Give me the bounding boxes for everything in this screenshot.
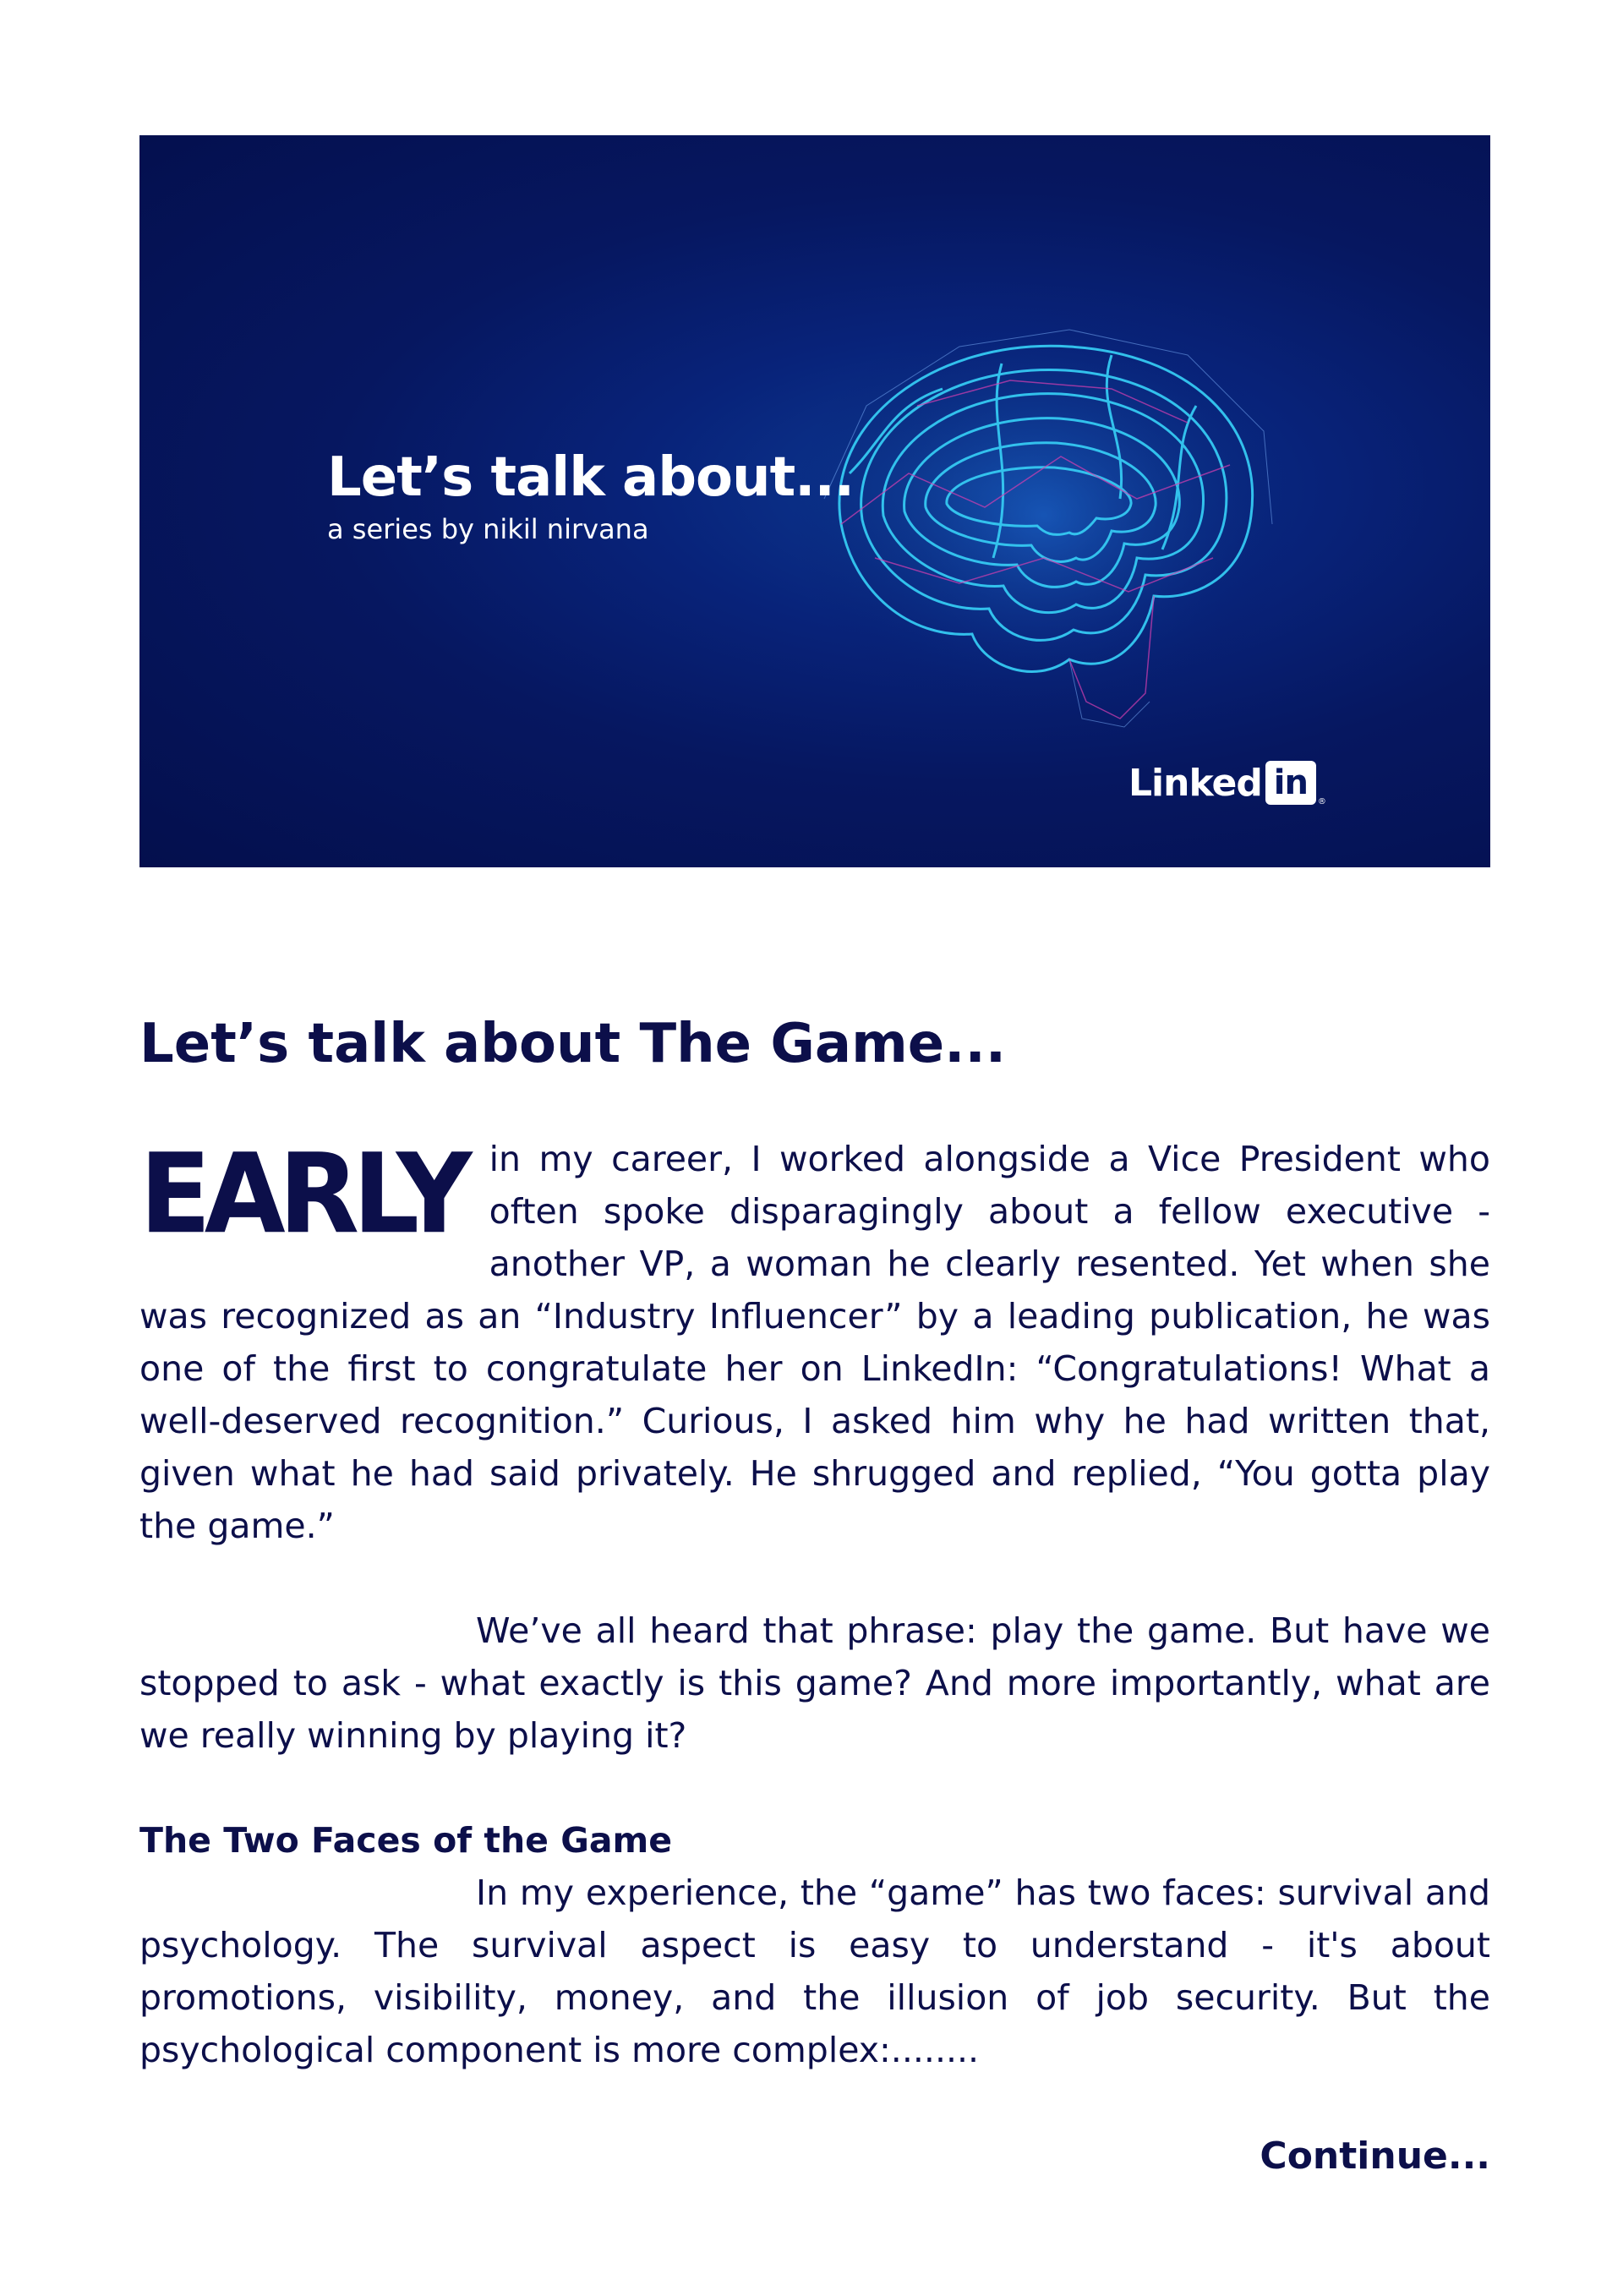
linkedin-logo <box>1128 759 1326 806</box>
article-paragraph-2: We’ve all heard that phrase: play the game. But have we stopped to ask - what exactly is this game? And more importantly, what are we really winning by playing it? <box>139 1610 1490 1756</box>
page-title: Let’s talk about The Game... <box>139 1012 1007 1075</box>
article-body <box>139 1130 1490 2076</box>
brain-graphic-icon <box>790 304 1298 744</box>
banner-subtitle: a series by nikil nirvana <box>327 513 649 545</box>
banner-title: Let’s talk about... <box>327 446 855 509</box>
article-paragraph-1 <box>139 1130 1490 1552</box>
section-heading: The Two Faces of the Game <box>139 1820 673 1861</box>
continue-link[interactable]: Continue... <box>1260 2135 1490 2178</box>
article-paragraph-3: In my experience, the “game” has two faces: survival and psychology. The survival aspect is easy to understand - it's about promotions, visibility, money, and the illusion of job security. But the psychological component is more complex:........ <box>139 1872 1490 2070</box>
paragraph-1-text: in my career, I worked alongside a Vice President who often spoke disparagingly about a fellow executive - another VP, a woman he clearly resented. Yet when she was recognized as an “Industry Influencer” by a leading publication, he was one of the first to congratulate her on LinkedIn: “Congratulations! What a well-deserved recognition.” Curious, I asked him why he had written that, given what he had said privately. He shrugged and replied, “You gotta play the game.” <box>139 1139 1490 1546</box>
drop-cap: EARLY <box>139 1130 466 1259</box>
linkedin-logo-word: Linked <box>1128 761 1262 805</box>
hero-banner <box>139 135 1490 867</box>
linkedin-logo-box: in <box>1265 761 1316 805</box>
registered-mark: ® <box>1317 797 1326 806</box>
